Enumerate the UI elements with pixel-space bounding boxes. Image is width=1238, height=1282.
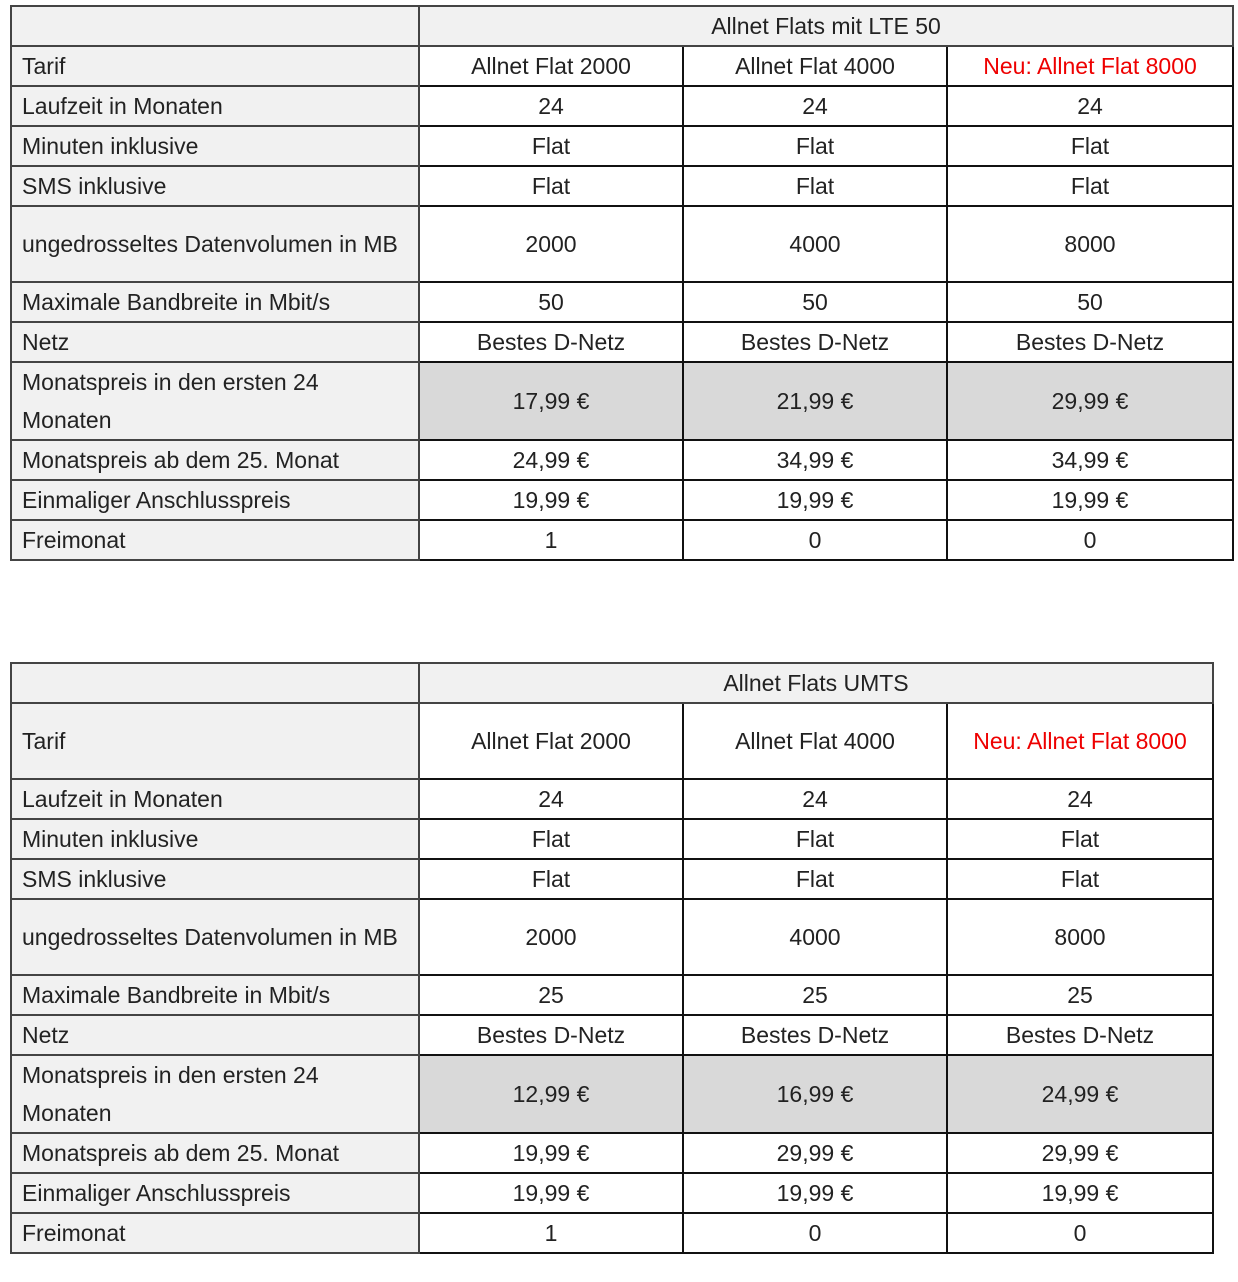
table-row xyxy=(11,859,1213,899)
value-cell: 29,99 € xyxy=(947,1133,1213,1173)
value-cell: 34,99 € xyxy=(947,440,1233,480)
table-row xyxy=(11,166,1233,206)
table-row xyxy=(11,1213,1213,1253)
value-cell: 1 xyxy=(419,1213,683,1253)
value-cell: 24 xyxy=(419,779,683,819)
value-cell: 2000 xyxy=(419,899,683,975)
value-cell: Flat xyxy=(947,166,1233,206)
value-cell: 50 xyxy=(419,282,683,322)
value-cell: 8000 xyxy=(947,206,1233,282)
value-cell: 0 xyxy=(683,1213,947,1253)
value-cell: 16,99 € xyxy=(683,1055,947,1133)
row-label: Freimonat xyxy=(11,1213,419,1253)
value-cell: 25 xyxy=(419,975,683,1015)
empty-corner-cell xyxy=(11,663,419,703)
value-cell: Bestes D-Netz xyxy=(947,322,1233,362)
tariff-name-cell: Allnet Flat 2000 xyxy=(419,703,683,779)
value-cell: Bestes D-Netz xyxy=(947,1015,1213,1055)
value-cell: 50 xyxy=(683,282,947,322)
table-header-row xyxy=(11,663,1213,703)
row-label: Einmaliger Anschlusspreis xyxy=(11,1173,419,1213)
value-cell: 24 xyxy=(947,779,1213,819)
value-cell: 19,99 € xyxy=(947,1173,1213,1213)
row-label: Freimonat xyxy=(11,520,419,560)
row-label: ungedrosseltes Datenvolumen in MB xyxy=(11,899,419,975)
row-label: Tarif xyxy=(11,46,419,86)
tariff-name-cell: Allnet Flat 4000 xyxy=(683,46,947,86)
value-cell: 19,99 € xyxy=(419,1173,683,1213)
value-cell: 29,99 € xyxy=(683,1133,947,1173)
value-cell: 34,99 € xyxy=(683,440,947,480)
table-row xyxy=(11,46,1233,86)
value-cell: 0 xyxy=(683,520,947,560)
row-label: Laufzeit in Monaten xyxy=(11,86,419,126)
value-cell: Bestes D-Netz xyxy=(419,322,683,362)
row-label: Netz xyxy=(11,1015,419,1055)
value-cell: Flat xyxy=(683,819,947,859)
table-row xyxy=(11,126,1233,166)
row-label: ungedrosseltes Datenvolumen in MB xyxy=(11,206,419,282)
table-row xyxy=(11,779,1213,819)
table-row xyxy=(11,206,1233,282)
lte-tariff-table xyxy=(10,5,1234,561)
table-row xyxy=(11,1133,1213,1173)
table-row xyxy=(11,899,1213,975)
tariff-name-cell: Allnet Flat 4000 xyxy=(683,703,947,779)
row-label: Tarif xyxy=(11,703,419,779)
value-cell: Flat xyxy=(947,819,1213,859)
row-label: SMS inklusive xyxy=(11,166,419,206)
value-cell: 24,99 € xyxy=(419,440,683,480)
value-cell: Bestes D-Netz xyxy=(419,1015,683,1055)
table-row xyxy=(11,1015,1213,1055)
tariff-name-cell: Neu: Allnet Flat 8000 xyxy=(947,703,1213,779)
value-cell: 2000 xyxy=(419,206,683,282)
umts-tariff-table xyxy=(10,662,1214,1254)
value-cell: 4000 xyxy=(683,206,947,282)
value-cell: 19,99 € xyxy=(683,480,947,520)
value-cell: 12,99 € xyxy=(419,1055,683,1133)
value-cell: Flat xyxy=(419,166,683,206)
table-title: Allnet Flats UMTS xyxy=(419,663,1213,703)
value-cell: 0 xyxy=(947,520,1233,560)
table-title: Allnet Flats mit LTE 50 xyxy=(419,6,1233,46)
value-cell: 8000 xyxy=(947,899,1213,975)
row-label: Monatspreis ab dem 25. Monat xyxy=(11,440,419,480)
row-label: Monatspreis in den ersten 24 Monaten xyxy=(11,362,419,440)
value-cell: Flat xyxy=(419,126,683,166)
value-cell: 24 xyxy=(947,86,1233,126)
value-cell: 17,99 € xyxy=(419,362,683,440)
row-label: Minuten inklusive xyxy=(11,819,419,859)
value-cell: 19,99 € xyxy=(419,1133,683,1173)
table-row xyxy=(11,362,1233,440)
value-cell: Flat xyxy=(683,126,947,166)
value-cell: 19,99 € xyxy=(683,1173,947,1213)
tariff-name-cell: Allnet Flat 2000 xyxy=(419,46,683,86)
row-label: Laufzeit in Monaten xyxy=(11,779,419,819)
row-label: Minuten inklusive xyxy=(11,126,419,166)
value-cell: 21,99 € xyxy=(683,362,947,440)
value-cell: 1 xyxy=(419,520,683,560)
value-cell: Flat xyxy=(683,859,947,899)
value-cell: 24 xyxy=(683,779,947,819)
row-label: Maximale Bandbreite in Mbit/s xyxy=(11,282,419,322)
row-label: Maximale Bandbreite in Mbit/s xyxy=(11,975,419,1015)
table-row xyxy=(11,1173,1213,1213)
table-row xyxy=(11,703,1213,779)
value-cell: 19,99 € xyxy=(419,480,683,520)
value-cell: 24 xyxy=(683,86,947,126)
value-cell: 29,99 € xyxy=(947,362,1233,440)
table-row xyxy=(11,1055,1213,1133)
value-cell: 4000 xyxy=(683,899,947,975)
row-label: Einmaliger Anschlusspreis xyxy=(11,480,419,520)
table-row xyxy=(11,819,1213,859)
value-cell: 24,99 € xyxy=(947,1055,1213,1133)
table-row xyxy=(11,86,1233,126)
value-cell: 25 xyxy=(683,975,947,1015)
value-cell: Flat xyxy=(947,859,1213,899)
row-label: Monatspreis ab dem 25. Monat xyxy=(11,1133,419,1173)
value-cell: 0 xyxy=(947,1213,1213,1253)
value-cell: Flat xyxy=(419,819,683,859)
value-cell: 50 xyxy=(947,282,1233,322)
table-row xyxy=(11,975,1213,1015)
tariff-name-cell: Neu: Allnet Flat 8000 xyxy=(947,46,1233,86)
table-row xyxy=(11,322,1233,362)
value-cell: 24 xyxy=(419,86,683,126)
value-cell: Flat xyxy=(419,859,683,899)
table-row xyxy=(11,282,1233,322)
value-cell: Flat xyxy=(683,166,947,206)
empty-corner-cell xyxy=(11,6,419,46)
row-label: Netz xyxy=(11,322,419,362)
table-row xyxy=(11,440,1233,480)
value-cell: 25 xyxy=(947,975,1213,1015)
value-cell: 19,99 € xyxy=(947,480,1233,520)
value-cell: Bestes D-Netz xyxy=(683,1015,947,1055)
table-row xyxy=(11,520,1233,560)
table-header-row xyxy=(11,6,1233,46)
row-label: Monatspreis in den ersten 24 Monaten xyxy=(11,1055,419,1133)
table-row xyxy=(11,480,1233,520)
row-label: SMS inklusive xyxy=(11,859,419,899)
value-cell: Bestes D-Netz xyxy=(683,322,947,362)
value-cell: Flat xyxy=(947,126,1233,166)
